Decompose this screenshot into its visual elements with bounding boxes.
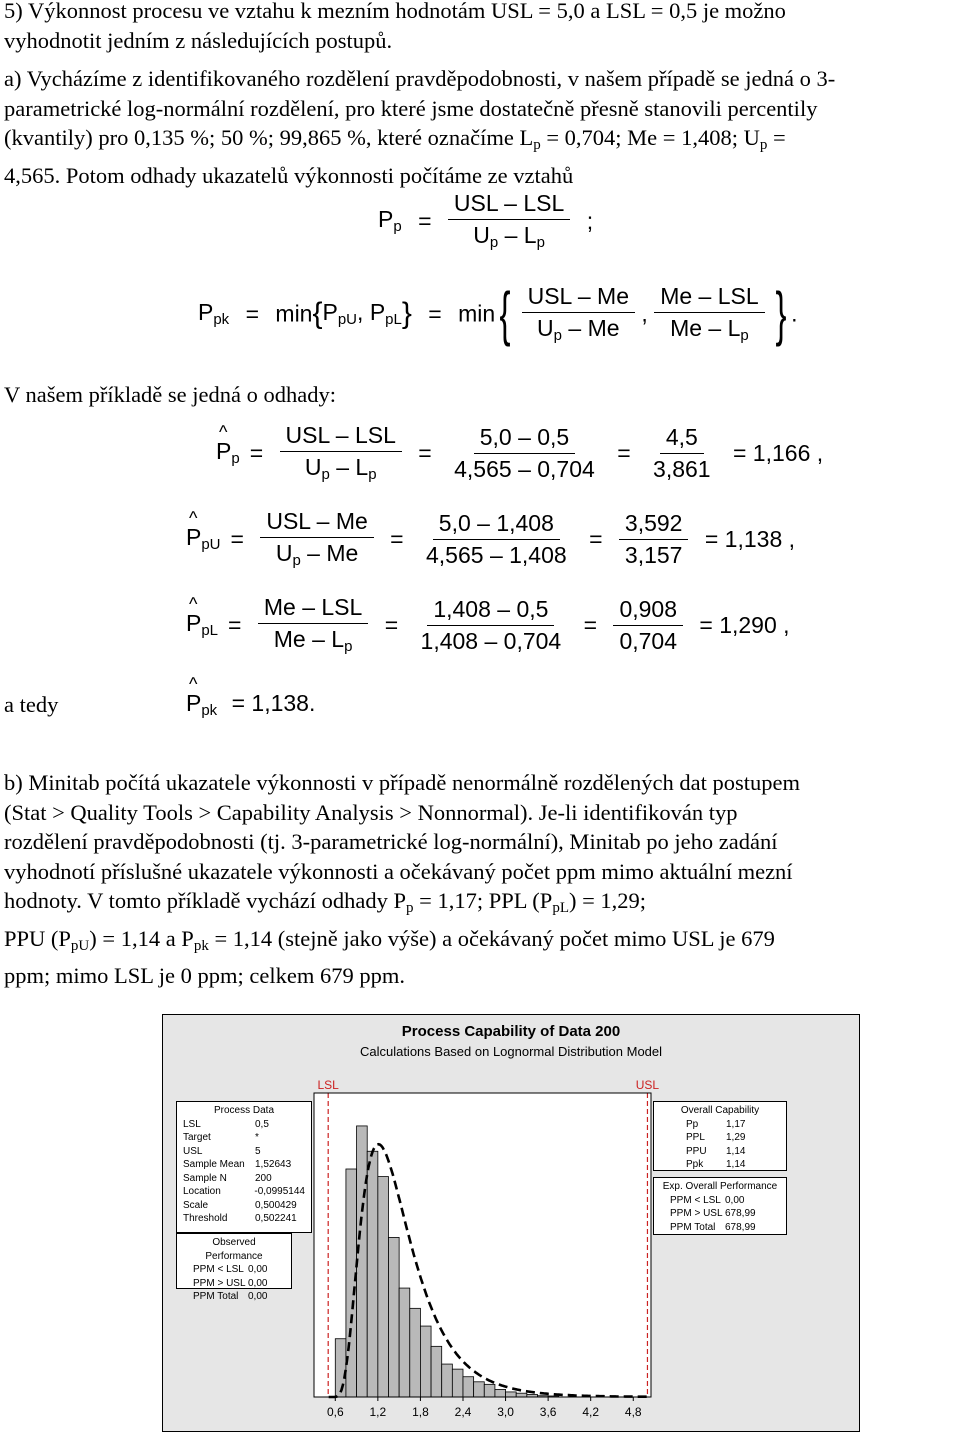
stat-row bbox=[670, 1194, 780, 1208]
part-b-paragraph bbox=[4, 768, 956, 991]
stat-label: Target bbox=[183, 1132, 211, 1143]
stat-label: Sample Mean bbox=[183, 1159, 245, 1170]
part-b-line2: (Stat > Quality Tools > Capability Analysis > Nonnormal). Je-li identifikován typ bbox=[4, 799, 738, 825]
example-pp: ^ $P_p$ = $\frac{\text{USL – LSL}}{U_p - L_p}$ = $\frac{5,0 - 0,5}{4,565 - 0,704}$ = $\frac{4,5}{3,861}$ = 1,166 , bbox=[216, 424, 833, 482]
histogram-bar bbox=[452, 1369, 463, 1397]
part-b-line3: rozdělení pravděpodobnosti (tj. 3-parametrické log-normální), Minitab po jeho zadání bbox=[4, 829, 778, 854]
stat-value: 0,500429 bbox=[255, 1199, 297, 1211]
stat-value: -0,0995144 bbox=[254, 1186, 305, 1197]
stat-row bbox=[686, 1118, 780, 1132]
final-ppk: ^ $P_{pk} = 1,138$. bbox=[186, 692, 315, 718]
part-a-paragraph bbox=[4, 64, 956, 190]
stat-label: Location bbox=[183, 1186, 221, 1197]
histogram-bar bbox=[516, 1393, 527, 1397]
stat-value: 0,00 bbox=[248, 1291, 268, 1302]
stat-value: 678,99 bbox=[725, 1208, 756, 1219]
stat-label: PPU bbox=[686, 1145, 707, 1157]
stat-row bbox=[670, 1207, 780, 1221]
observed-performance-box bbox=[176, 1233, 292, 1302]
stat-value: 0,5 bbox=[255, 1118, 269, 1130]
overall-capability-box bbox=[653, 1101, 787, 1171]
process-data-title: Process Data bbox=[213, 1105, 275, 1116]
histogram-bar bbox=[420, 1326, 431, 1397]
stat-row bbox=[686, 1131, 780, 1145]
histogram-bar bbox=[335, 1339, 346, 1397]
usl-label: USL bbox=[635, 1078, 660, 1092]
stat-value: 0,00 bbox=[248, 1277, 268, 1289]
x-tick-label: 0,6 bbox=[326, 1405, 344, 1419]
stat-value: 1,14 bbox=[726, 1159, 746, 1170]
stat-row bbox=[183, 1145, 305, 1159]
lsl-label: LSL bbox=[317, 1078, 339, 1092]
stat-label: PPL bbox=[686, 1132, 705, 1143]
stat-label: PPM > USL bbox=[670, 1208, 723, 1219]
histogram-bar bbox=[378, 1177, 389, 1397]
stat-label: PPM < LSL bbox=[193, 1264, 244, 1275]
section-5-line1: 5) Výkonnost procesu ve vztahu k mezním hodnotám USL = 5,0 a LSL = 0,5 je možno bbox=[4, 0, 786, 23]
stat-label: PPM Total bbox=[193, 1291, 239, 1302]
section-5-intro bbox=[4, 0, 956, 55]
histogram-bar bbox=[474, 1382, 485, 1397]
x-tick-label: 1,2 bbox=[369, 1405, 387, 1419]
stat-value: 1,29 bbox=[726, 1132, 746, 1143]
histogram-bar bbox=[506, 1392, 517, 1397]
stat-label: PPM < LSL bbox=[670, 1194, 721, 1206]
stat-value: 0,502241 bbox=[255, 1213, 297, 1224]
stat-row bbox=[183, 1131, 305, 1145]
x-tick-label: 3,0 bbox=[497, 1405, 514, 1419]
part-b-line7: ppm; mimo LSL je 0 ppm; celkem 679 ppm. bbox=[4, 963, 406, 988]
process-data-box bbox=[176, 1101, 312, 1233]
histogram-bar bbox=[431, 1346, 442, 1397]
stat-row bbox=[183, 1185, 305, 1199]
expected-performance-box bbox=[653, 1177, 787, 1235]
stat-row bbox=[193, 1263, 285, 1277]
stat-row bbox=[183, 1118, 305, 1132]
stat-value: * bbox=[255, 1132, 259, 1143]
stat-label: PPM Total bbox=[670, 1221, 716, 1233]
stat-value: 1,52643 bbox=[255, 1159, 292, 1170]
stat-value: 1,17 bbox=[726, 1118, 746, 1130]
x-tick-label: 2,4 bbox=[454, 1405, 472, 1419]
histogram-bar bbox=[410, 1308, 421, 1397]
stat-row bbox=[193, 1277, 285, 1291]
histogram-bar bbox=[484, 1384, 495, 1397]
observed-performance-title: Observed Performance bbox=[205, 1237, 263, 1262]
stat-label: Sample N bbox=[183, 1172, 227, 1184]
stat-label: Pp bbox=[686, 1118, 699, 1130]
stat-row bbox=[183, 1212, 305, 1226]
part-b-line4: vyhodnotí příslušné ukazatele výkonnosti a očekávaný počet ppm mimo aktuální mezní bbox=[4, 858, 793, 884]
stat-row bbox=[183, 1172, 305, 1186]
chart-subtitle: Calculations Based on Lognormal Distribution Model bbox=[359, 1044, 663, 1059]
x-tick-label: 4,8 bbox=[624, 1405, 642, 1419]
formula-ppk: $P_{pk} = \min\{P_{pU}$, $P_{pL}\} = \min${ $\frac{\text{USL – Me}}{U_p - Me}$ , $\frac{\text{Me – LSL}}{Me - L_p}$ } . bbox=[198, 280, 798, 347]
overall-capability-title: Overall Capability bbox=[680, 1105, 760, 1116]
histogram-bar bbox=[463, 1377, 474, 1397]
x-tick-label: 4,2 bbox=[582, 1405, 600, 1419]
histogram-bar bbox=[399, 1288, 410, 1397]
expected-performance-title: Exp. Overall Performance bbox=[662, 1181, 778, 1192]
stat-row bbox=[686, 1145, 780, 1159]
section-5-line2: vyhodnotit jedním z následujících postupů. bbox=[4, 27, 393, 53]
x-tick-label: 3,6 bbox=[539, 1405, 557, 1419]
part-a-line1: a) Vycházíme z identifikovaného rozdělení pravděpodobnosti, v našem případě se jedná o 3- bbox=[4, 66, 836, 91]
part-a-line4: 4,565. Potom odhady ukazatelů výkonnosti počítáme ze vztahů bbox=[4, 162, 574, 188]
stat-label: Ppk bbox=[686, 1159, 704, 1170]
example-ppl: ^ $P_{pL}$ = $\frac{\text{Me – LSL}}{Me - L_p}$ = $\frac{1,408 - 0,5}{1,408 - 0,704}$ = $\frac{0,908}{0,704}$ = 1,290 , bbox=[186, 596, 800, 654]
stat-label: USL bbox=[183, 1145, 203, 1157]
formula-pp-fraction: $\frac{\text{USL – LSL}}{U_p - L_p}$ bbox=[448, 192, 570, 250]
stat-value: 1,14 bbox=[726, 1145, 746, 1157]
histogram-bar bbox=[388, 1237, 399, 1397]
part-b-line6: PPU $(P_{pU}) = 1,14$ a $P_{pk} = 1,14$ (stejně jako výše) a očekávaný počet mimo USL je 679 bbox=[4, 925, 775, 954]
stat-row bbox=[686, 1158, 780, 1172]
part-a-line2: parametrické log-normální rozdělení, pro které jsme dostatečně přesně stanovili percentily bbox=[4, 95, 818, 121]
stat-value: 0,00 bbox=[248, 1264, 268, 1275]
example-intro: V našem příkladě se jedná o odhady: bbox=[4, 382, 336, 407]
stat-row bbox=[183, 1158, 305, 1172]
stat-value: 200 bbox=[255, 1172, 272, 1184]
stat-row bbox=[193, 1290, 285, 1304]
stat-label: Scale bbox=[183, 1199, 209, 1211]
stat-value: 5 bbox=[255, 1145, 261, 1157]
stat-value: 678,99 bbox=[725, 1221, 756, 1233]
capability-chart bbox=[162, 1014, 860, 1432]
stat-row bbox=[670, 1221, 780, 1235]
formula-pp: $P_p$ = $\frac{\text{USL – LSL}}{U_p - L_p}$ ; bbox=[378, 190, 594, 251]
histogram-bar bbox=[442, 1364, 453, 1397]
part-b-line5: hodnoty. V tomto příkladě vychází odhady $P_p = 1,17$; PPL $(P_{pL}) = 1,29$; bbox=[4, 888, 647, 916]
example-ppu: ^ $P_{pU}$ = $\frac{\text{USL – Me}}{U_p - Me}$ = $\frac{5,0 - 1,408}{4,565 - 1,408}$ = $\frac{3,592}{3,157}$ = 1,138 , bbox=[186, 510, 805, 568]
a-tedy-label: a tedy bbox=[4, 692, 59, 717]
histogram-bar bbox=[367, 1151, 378, 1397]
stat-label: Threshold bbox=[183, 1213, 228, 1224]
part-a-line3: (kvantily) pro 0,135 %; 50 %; 99,865 %, které označíme $L_p = 0,704$; Me = 1,408; $U_p$ = bbox=[4, 125, 786, 153]
stat-label: PPM > USL bbox=[193, 1277, 246, 1289]
histogram-bar bbox=[495, 1389, 506, 1397]
stat-row bbox=[183, 1199, 305, 1213]
x-tick-label: 1,8 bbox=[412, 1405, 429, 1419]
chart-title: Process Capability of Data 200 bbox=[401, 1023, 621, 1040]
stat-label: LSL bbox=[183, 1118, 201, 1130]
stat-value: 0,00 bbox=[725, 1194, 745, 1206]
part-b-line1: b) Minitab počítá ukazatele výkonnosti v případě nenormálně rozdělených dat postupem bbox=[4, 770, 801, 795]
